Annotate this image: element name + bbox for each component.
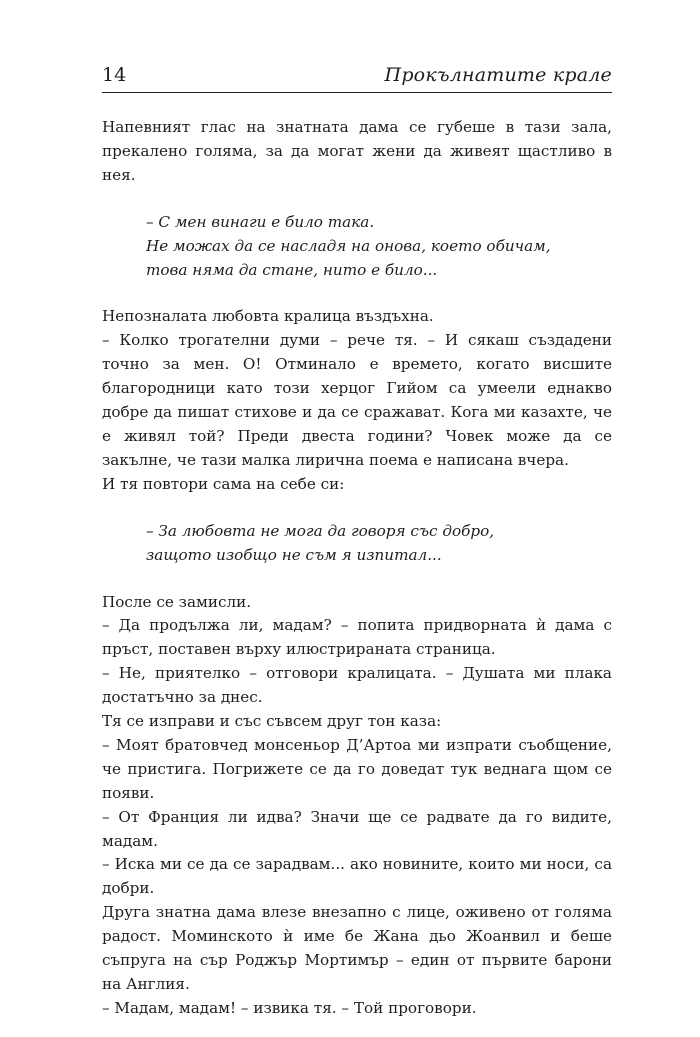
running-title: Прокълнатите крале: [384, 64, 612, 86]
verse-quote: [146, 520, 612, 568]
verse-line: – За любовта не мога да говоря със добро,: [146, 521, 495, 540]
paragraph: – Колко трогателни думи – рече тя. – И сякаш създадени точно за мен. О! Отминало е времето, когато висшите благородници като този херцог Гийом са умеели еднакво добре да пишат стихове и да се сражават. Кога ми казахте, че е живял той? Преди двеста години? Човек може да се закълне, че тази малка лирична поема е написана вчера.: [102, 331, 612, 469]
paragraph: – Мадам, мадам! – извика тя. – Той проговори.: [102, 998, 477, 1017]
verse-line: това няма да стане, нито е било...: [146, 260, 438, 279]
paragraph: Напевният глас на знатната дама се губеше в тази зала, прекалено голяма, за да могат жени да живеят щастливо в нея.: [102, 118, 612, 184]
paragraph: – От Франция ли идва? Значи ще се радвате да го видите, мадам.: [102, 807, 612, 850]
paragraph: – Не, приятелко – отговори кралицата. – Душата ми плака достатъчно за днес.: [102, 664, 612, 707]
paragraph: И тя повтори сама на себе си:: [102, 474, 345, 493]
verse-line: – С мен винаги е било така.: [146, 212, 375, 231]
verse-line: Не можах да се насладя на онова, което обичам,: [146, 236, 551, 255]
page-header: [102, 62, 612, 93]
paragraph: Друга знатна дама влезе внезапно с лице, оживено от голяма радост. Моминското ѝ име бе Жана дьо Жоанвил и беше съпруга на сър Роджър Мортимър – един от първите барони на Англия.: [102, 903, 612, 993]
paragraph: Тя се изправи и със съвсем друг тон каза:: [102, 712, 442, 731]
paragraph: После се замисли.: [102, 592, 252, 611]
paragraph: – Да продължа ли, мадам? – попита придворната ѝ дама с пръст, поставен върху илюстрираната страница.: [102, 616, 612, 659]
paragraph: – Иска ми се да се зарадвам... ако новините, които ми носи, са добри.: [102, 855, 612, 898]
verse-quote: [146, 211, 612, 283]
paragraph: – Моят братовчед монсеньор Д’Артоа ми изпрати съобщение, че пристига. Погрижете се да го доведат тук веднага щом се появи.: [102, 735, 612, 802]
paragraph: Непозналата любовта кралица въздъхна.: [102, 307, 434, 326]
page-number: 14: [102, 64, 127, 86]
verse-line: защото изобщо не съм я изпитал...: [146, 545, 442, 564]
body-text: [102, 116, 612, 1021]
